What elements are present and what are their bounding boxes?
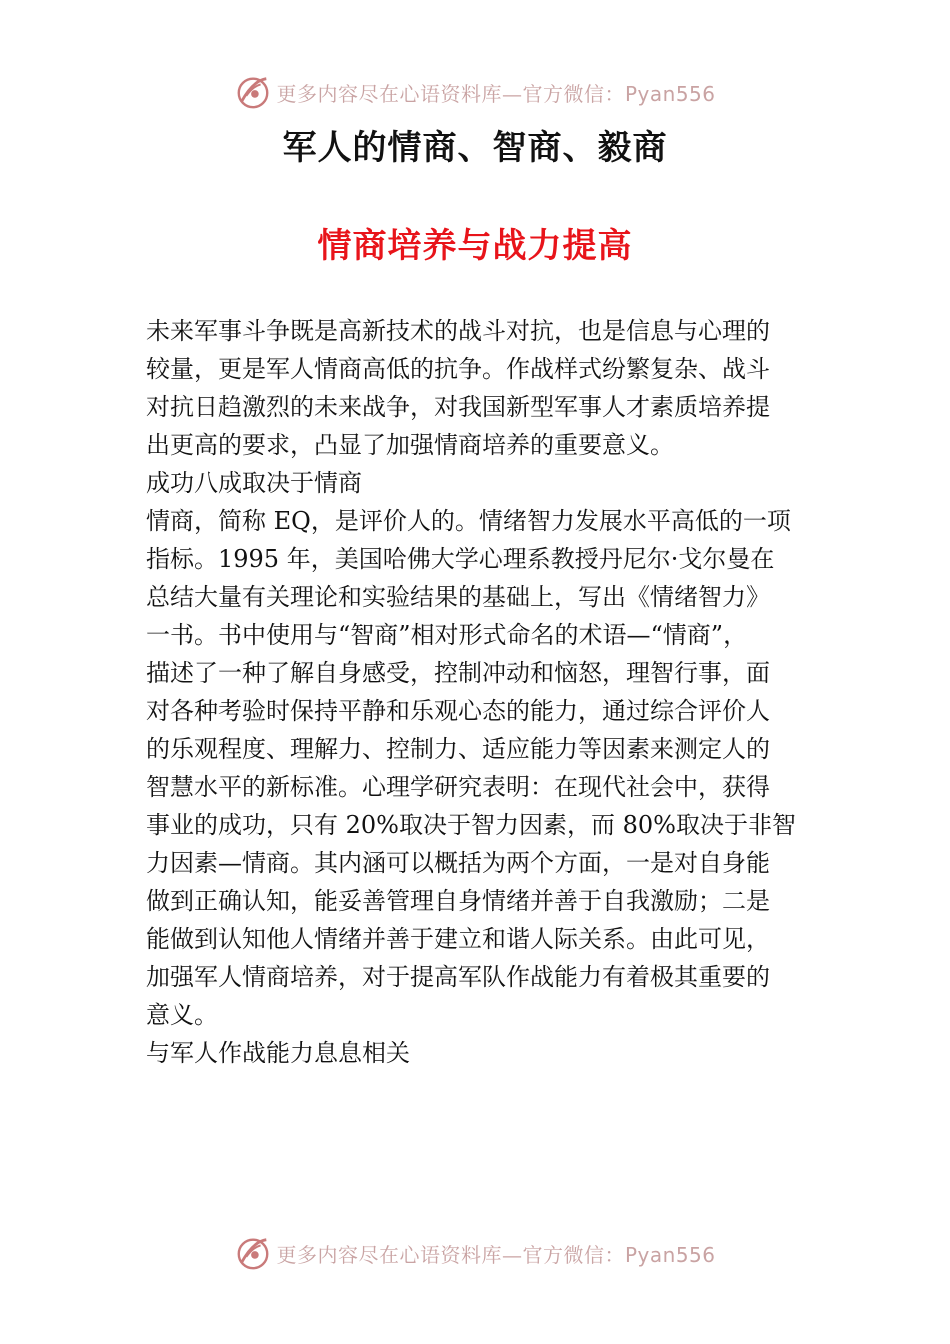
- body-line: 加强军人情商培养，对于提高军队作战能力有着极其重要的: [146, 963, 770, 991]
- header-watermark: [0, 70, 950, 114]
- document-body: [146, 312, 810, 1072]
- section-heading: 成功八成取决于情商: [146, 469, 362, 497]
- body-line: 指标。1995 年，美国哈佛大学心理系教授丹尼尔·戈尔曼在: [146, 545, 775, 573]
- body-line: 力因素—情商。其内涵可以概括为两个方面，一是对自身能: [146, 849, 770, 877]
- body-line: 对各种考验时保持平静和乐观心态的能力，通过综合评价人: [146, 697, 770, 725]
- wechat-id: Pyan556: [624, 1242, 716, 1267]
- section-heading: 与军人作战能力息息相关: [146, 1039, 410, 1067]
- footer-watermark: [0, 1231, 950, 1275]
- document-subtitle: 情商培养与战力提高: [317, 226, 633, 266]
- watermark-label: 更多内容尽在心语资料库—官方微信：: [276, 81, 625, 106]
- body-line: 一书。书中使用与“智商”相对形式命名的术语—“情商”，: [146, 621, 748, 649]
- logo-icon: [234, 73, 272, 111]
- body-line: 事业的成功，只有 20%取决于智力因素，而 80%取决于非智: [146, 811, 796, 839]
- watermark-label: 更多内容尽在心语资料库—官方微信：: [276, 1242, 625, 1267]
- wechat-id: Pyan556: [624, 81, 716, 106]
- body-line: 未来军事斗争既是高新技术的战斗对抗，也是信息与心理的: [146, 317, 770, 345]
- body-line: 情商，简称 EQ，是评价人的。情绪智力发展水平高低的一项: [146, 507, 791, 535]
- body-line: 描述了一种了解自身感受，控制冲动和恼怒，理智行事，面: [146, 659, 770, 687]
- body-line: 出更高的要求，凸显了加强情商培养的重要意义。: [146, 431, 674, 459]
- body-line: 总结大量有关理论和实验结果的基础上，写出《情绪智力》: [146, 583, 770, 611]
- body-line: 做到正确认知，能妥善管理自身情绪并善于自我激励；二是: [146, 887, 770, 915]
- logo-icon: [234, 1234, 272, 1272]
- body-line: 能做到认知他人情绪并善于建立和谐人际关系。由此可见，: [146, 925, 770, 953]
- body-line: 对抗日趋激烈的未来战争，对我国新型军事人才素质培养提: [146, 393, 770, 421]
- body-line: 的乐观程度、理解力、控制力、适应能力等因素来测定人的: [146, 735, 770, 763]
- watermark-text: [276, 1239, 715, 1268]
- document-title: 军人的情商、智商、毅商: [282, 128, 668, 168]
- watermark-text: [276, 78, 715, 107]
- body-line: 智慧水平的新标准。心理学研究表明：在现代社会中，获得: [146, 773, 770, 801]
- body-line: 意义。: [146, 1001, 218, 1029]
- body-line: 较量，更是军人情商高低的抗争。作战样式纷繁复杂、战斗: [146, 355, 770, 383]
